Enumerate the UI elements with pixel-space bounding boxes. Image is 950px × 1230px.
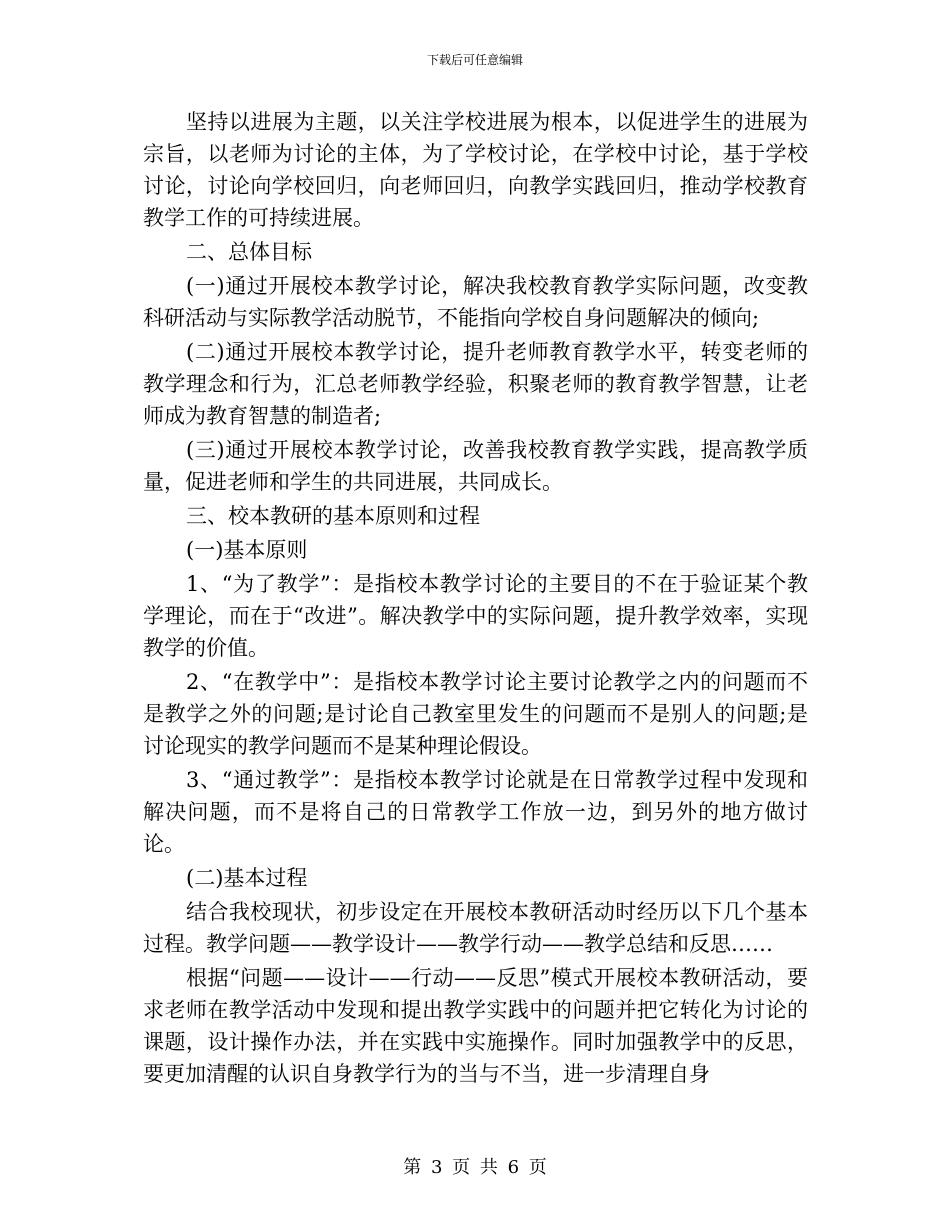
goal-item-3: (三)通过开展校本教学讨论，改善我校教育教学实践，提高教学质量，促进老师和学生的共同进展，共同成长。 xyxy=(143,438,808,494)
principle-item-1: 1、“为了教学”：是指校本教学讨论的主要目的不在于验证某个教学理论，而在于“改进”。解决教学中的实际问题，提升教学效率，实现教学的价值。 xyxy=(143,572,808,660)
section-heading-principles-process: 三、校本教研的基本原则和过程 xyxy=(186,504,480,528)
principle-item-3: 3、“通过教学”：是指校本教学讨论就是在日常教学过程中发现和解决问题，而不是将自己的日常教学工作放一边，到另外的地方做讨论。 xyxy=(143,768,808,856)
document-body xyxy=(143,106,808,1092)
subsection-heading-process: (二)基本过程 xyxy=(186,866,308,890)
process-intro-paragraph: 结合我校现状，初步设定在开展校本教研活动时经历以下几个基本过程。教学问题——教学设计——教学行动——教学总结和反思…… xyxy=(143,900,808,956)
subsection-heading-principles: (一)基本原则 xyxy=(186,538,308,562)
goal-item-1: (一)通过开展校本教学讨论，解决我校教育教学实际问题，改变教科研活动与实际教学活动脱节，不能指向学校自身问题解决的倾向; xyxy=(143,274,808,330)
section-heading-overall-goals: 二、总体目标 xyxy=(186,240,312,264)
process-model-paragraph: 根据“问题——设计——行动——反思”模式开展校本教研活动，要求老师在教学活动中发现和提出教学实践中的问题并把它转化为讨论的课题，设计操作办法，并在实践中实施操作。同时加强教学中的反思，要更加清醒的认识自身教学行为的当与不当，进一步清理自身 xyxy=(143,966,808,1086)
goal-item-2: (二)通过开展校本教学讨论，提升老师教育教学水平，转变老师的教学理念和行为，汇总老师教学经验，积聚老师的教育教学智慧，让老师成为教育智慧的制造者; xyxy=(143,340,808,428)
principle-item-2: 2、“在教学中”：是指校本教学讨论主要讨论教学之内的问题而不是教学之外的问题;是讨论自己教室里发生的问题而不是别人的问题;是讨论现实的教学问题而不是某种理论假设。 xyxy=(143,670,808,758)
page-header: 下载后可任意编辑 xyxy=(426,53,523,67)
page-footer: 第 3 页 共 6 页 xyxy=(403,1157,547,1178)
paragraph-intro: 坚持以进展为主题，以关注学校进展为根本，以促进学生的进展为宗旨，以老师为讨论的主体，为了学校讨论，在学校中讨论，基于学校讨论，讨论向学校回归，向老师回归，向教学实践回归，推动学校教育教学工作的可持续进展。 xyxy=(143,110,808,230)
